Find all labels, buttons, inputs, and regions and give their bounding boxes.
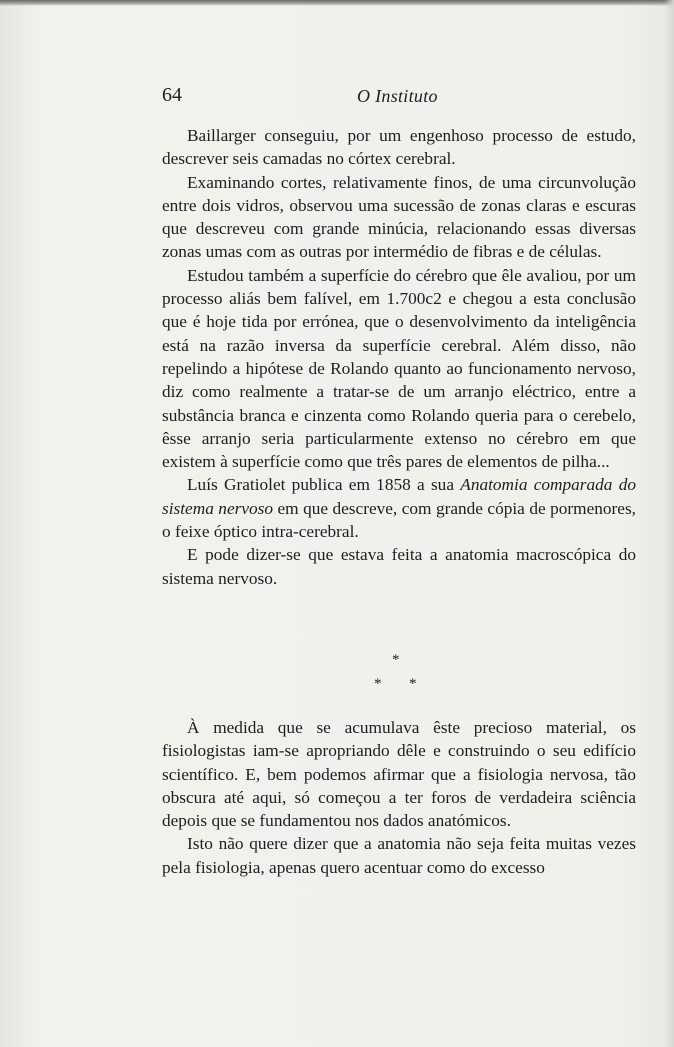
scan-right-edge [664, 0, 674, 1047]
running-title: O Instituto [357, 86, 438, 106]
paragraph-isto-nao-quere: Isto não quere dizer que a anatomia não seja feita muitas vezes pela fisiologia, apenas quero acentuar como do excesso [162, 834, 636, 877]
paragraph-estudou: Estudou também a superfície do cérebro que êle avaliou, por um processo aliás bem falível, em 1.700c2 e chegou a esta conclusão que é hoje tida por errónea, que o desenvolvimento da inteligência está na razão inversa da superfície cerebral. Além disso, não repelindo a hipótese de Rolando quanto ao funcionamento nervoso, diz como realmente a tratar-se de um arranjo eléctrico, entre a substância branca e cinzenta como Rolando queria para o cerebelo, êsse arranjo seria particularmente extenso no cérebro em que existem à superfície como que três pares de elementos de pilha... [162, 265, 636, 472]
asterism-star-left: * [374, 676, 382, 692]
paragraph-anatomia-macroscopica: E pode dizer-se que estava feita a anatomia macroscópica do sistema nervoso. [162, 545, 636, 588]
body-text-lower [162, 716, 636, 879]
paragraph-fisiologistas: À medida que se acumulava êste precioso material, os fisiologistas iam-se apropriando dêle e construindo o seu edifício scientífico. E, bem podemos afirmar que a fisiologia nervosa, tão obscura até aqui, só começou a ter foros de verdadeira sciência depois que se fundamentou nos dados anatómicos. [162, 718, 636, 831]
paragraph-examinando: Examinando cortes, relativamente finos, de uma circunvolução entre dois vidros, observou uma sucessão de zonas claras e escuras que descreveu com grande minúcia, relacionando essas diversas zonas umas com as outras por intermédio de fibras e de células. [162, 172, 636, 262]
asterism-star-right: * [409, 676, 417, 692]
paragraph-gratiolet [162, 473, 636, 543]
page-header [162, 84, 636, 114]
body-text-upper [162, 124, 636, 590]
gratiolet-text-before: Luís Gratiolet publica em 1858 a sua [187, 475, 461, 495]
gratiolet-book-title: Anatomia comparada do sistema nervoso [162, 475, 637, 518]
section-break-asterism [162, 652, 636, 696]
page-number: 64 [162, 84, 182, 106]
gratiolet-text-after: em que descreve, com grande cópia de pormenores, o feixe óptico intra-cerebral. [162, 498, 636, 542]
scan-top-edge [0, 0, 674, 6]
paragraph-baillarger: Baillarger conseguiu, por um engenhoso processo de estudo, descrever seis camadas no córtex cerebral. [162, 126, 636, 169]
asterism-star-top: * [392, 652, 400, 668]
